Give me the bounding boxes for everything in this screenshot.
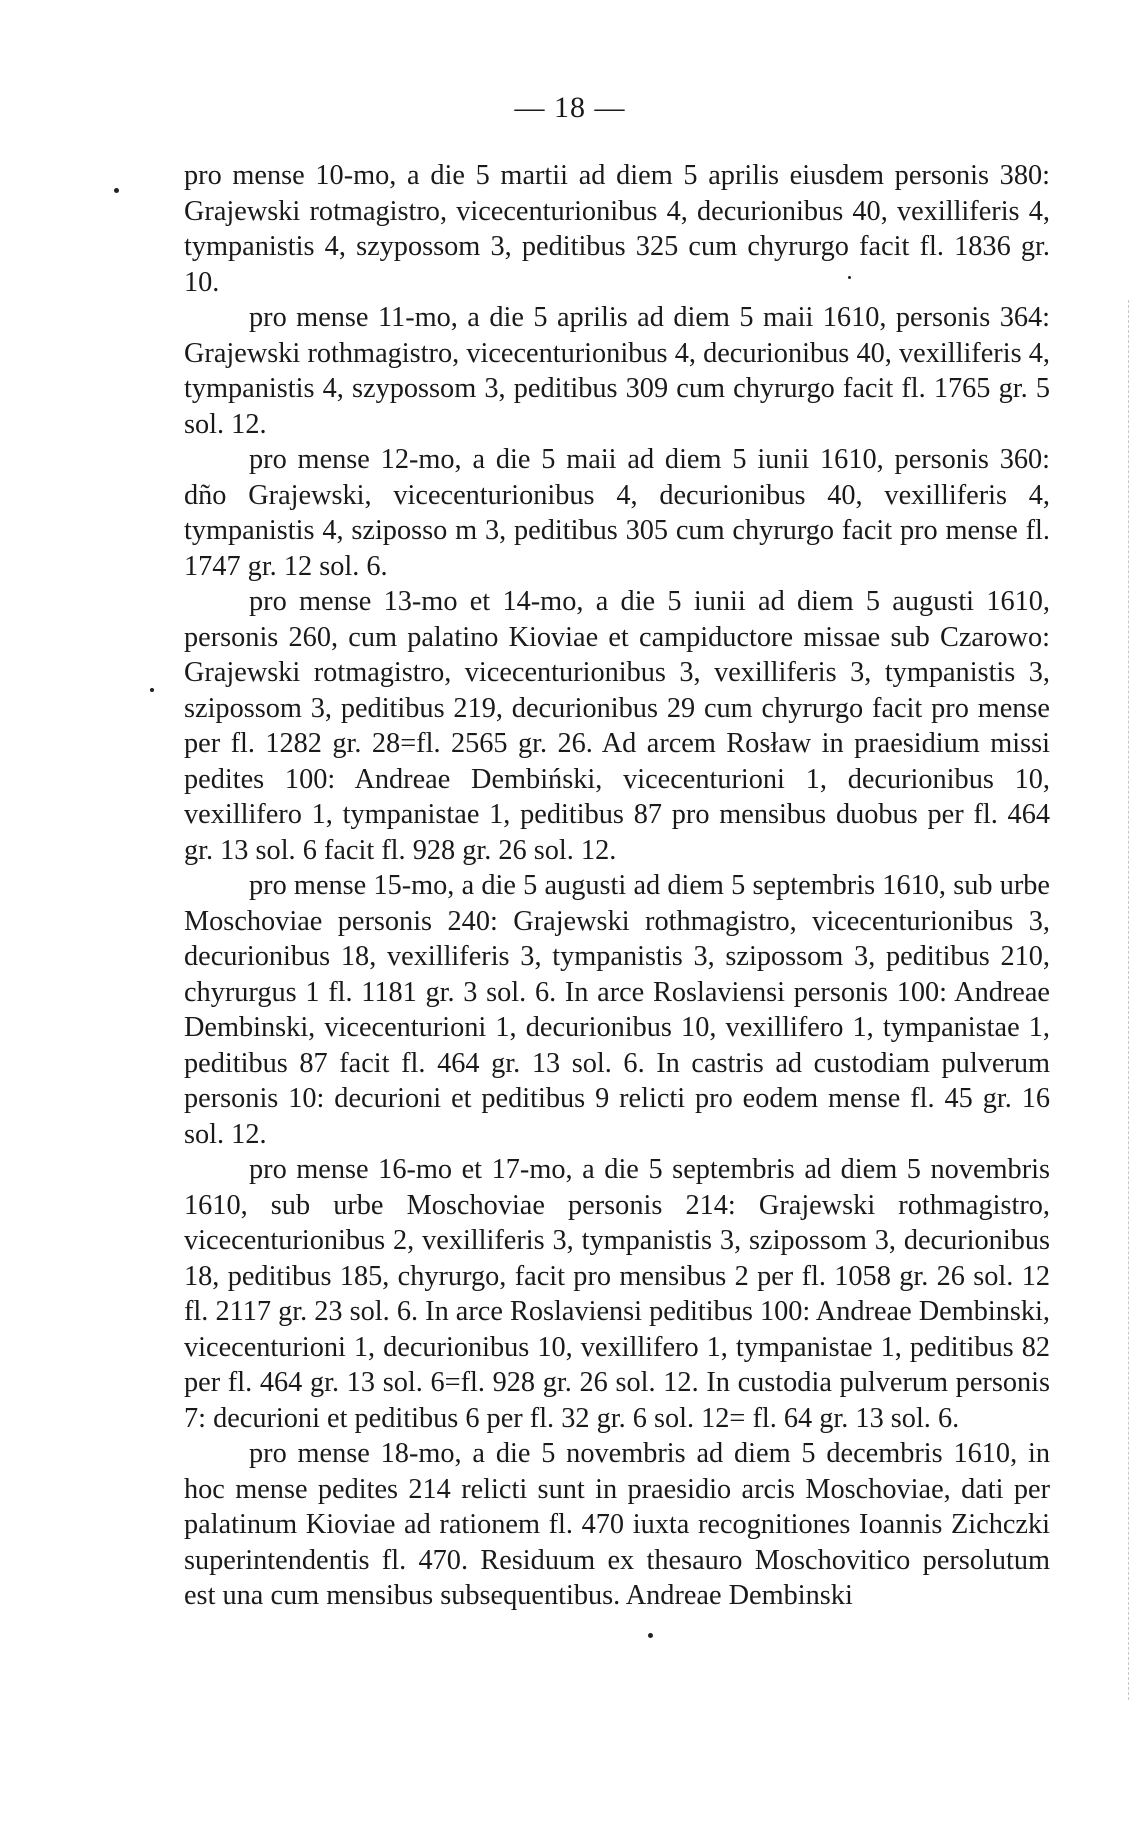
body-text	[184, 158, 1050, 1614]
ink-speck	[848, 276, 851, 279]
paragraph: pro mense 18-mo, a die 5 novembris ad diem 5 decembris 1610, in hoc mense pedites 214 relicti sunt in praesidio arcis Moschoviae, dati per palatinum Kioviae ad rationem fl. 470 iuxta recognitiones Ioannis Zichczki superintendentis fl. 470. Residuum ex thesauro Moschovitico persolutum est una cum mensibus subsequentibus. Andreae Dembinski	[184, 1438, 1050, 1611]
ink-speck	[150, 688, 154, 692]
paragraph: pro mense 12-mo, a die 5 maii ad diem 5 iunii 1610, personis 360: dño Grajewski, vicecenturionibus 4, decurionibus 40, vexilliferis 4, tympanistis 4, sziposso m 3, peditibus 305 cum chyrurgo facit pro mense fl. 1747 gr. 12 sol. 6.	[184, 444, 1050, 582]
paragraph: pro mense 13-mo et 14-mo, a die 5 iunii ad diem 5 augusti 1610, personis 260, cum palatino Kioviae et campiductore missae sub Czarowo: Grajewski rotmagistro, vicecenturionibus 3, vexilliferis 3, tympanistis 3, szipossom 3, peditibus 219, decurionibus 29 cum chyrurgo facit pro mense per fl. 1282 gr. 28=fl. 2565 gr. 26. Ad arcem Rosław in praesidium missi pedites 100: Andreae Dembiński, vicecenturioni 1, decurionibus 10, vexillifero 1, tympanistae 1, peditibus 87 pro mensibus duobus per fl. 464 gr. 13 sol. 6 facit fl. 928 gr. 26 sol. 12.	[184, 586, 1050, 866]
paragraph: pro mense 16-mo et 17-mo, a die 5 septembris ad diem 5 novembris 1610, sub urbe Moschoviae personis 214: Grajewski rothmagistro, vicecenturionibus 2, vexilliferis 3, tympanistis 3, szipossom 3, decurionibus 18, peditibus 185, chyrurgo, facit pro mensibus 2 per fl. 1058 gr. 26 sol. 12 fl. 2117 gr. 23 sol. 6. In arce Roslaviensi peditibus 100: Andreae Dembinski, vicecenturioni 1, decurionibus 10, vexillifero 1, tympanistae 1, peditibus 82 per fl. 464 gr. 13 sol. 6=fl. 928 gr. 26 sol. 12. In custodia pulverum personis 7: decurioni et peditibus 6 per fl. 32 gr. 6 sol. 12= fl. 64 gr. 13 sol. 6.	[184, 1154, 1050, 1434]
ink-speck	[114, 188, 119, 193]
page-number: — 18 —	[514, 91, 626, 124]
paragraph: pro mense 10-mo, a die 5 martii ad diem 5 aprilis eiusdem personis 380: Grajewski rotmagistro, vicecenturionibus 4, decurionibus 40, vexilliferis 4, tympanistis 4, szypossom 3, peditibus 325 cum chyrurgo facit fl. 1836 gr. 10.	[184, 160, 1050, 298]
paragraph: pro mense 11-mo, a die 5 aprilis ad diem 5 maii 1610, personis 364: Grajewski rothmagistro, vicecenturionibus 4, decurionibus 40, vexilliferis 4, tympanistis 4, szypossom 3, peditibus 309 cum chyrurgo facit fl. 1765 gr. 5 sol. 12.	[184, 302, 1050, 440]
page-edge	[1128, 300, 1132, 1700]
paragraph: pro mense 15-mo, a die 5 augusti ad diem 5 septembris 1610, sub urbe Moschoviae personis 240: Grajewski rothmagistro, vicecenturionibus 3, decurionibus 18, vexilliferis 3, tympanistis 3, szipossom 3, peditibus 210, chyrurgus 1 fl. 1181 gr. 3 sol. 6. In arce Roslaviensi personis 100: Andreae Dembinski, vicecenturioni 1, decurionibus 10, vexillifero 1, tympanistae 1, peditibus 87 facit fl. 464 gr. 13 sol. 6. In castris ad custodiam pulverum personis 10: decurioni et peditibus 9 relicti pro eodem mense fl. 45 gr. 16 sol. 12.	[184, 870, 1050, 1150]
ink-speck	[648, 1633, 653, 1638]
